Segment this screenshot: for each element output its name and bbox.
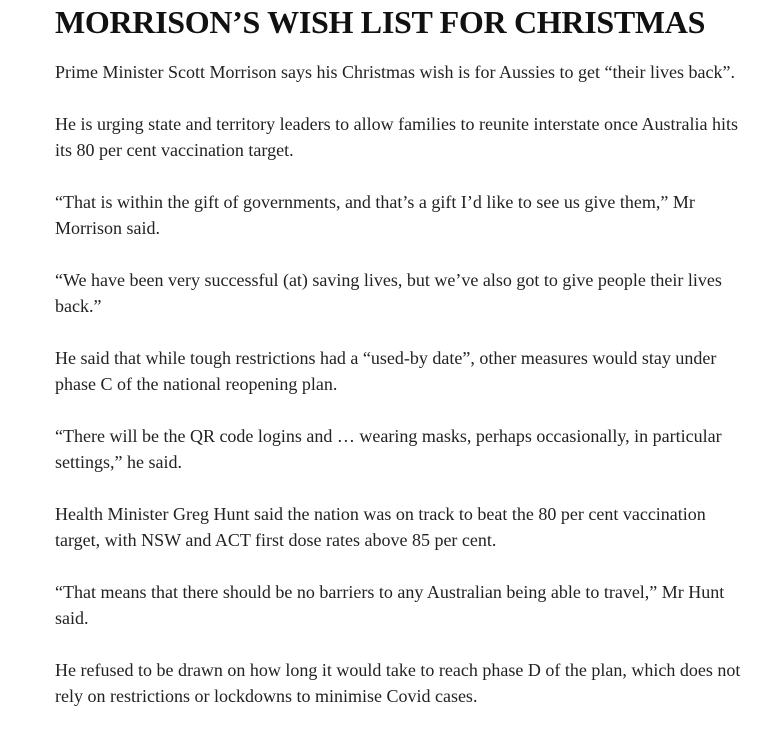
- article-body: [55, 59, 755, 709]
- article-paragraph: “That is within the gift of governments, and that’s a gift I’d like to see us give them,” Mr Morrison said.: [55, 192, 695, 238]
- article-paragraph: Prime Minister Scott Morrison says his Christmas wish is for Aussies to get “their lives back”.: [55, 62, 735, 82]
- article-paragraph: He refused to be drawn on how long it would take to reach phase D of the plan, which does not rely on restrictions or lockdowns to minimise Covid cases.: [55, 660, 741, 706]
- article-paragraph: “There will be the QR code logins and … wearing masks, perhaps occasionally, in particular settings,” he said.: [55, 426, 722, 472]
- article-paragraph: “That means that there should be no barriers to any Australian being able to travel,” Mr Hunt said.: [55, 582, 725, 628]
- article-paragraph: He is urging state and territory leaders to allow families to reunite interstate once Australia hits its 80 per cent vaccination target.: [55, 114, 738, 160]
- article-paragraph: Health Minister Greg Hunt said the nation was on track to beat the 80 per cent vaccination target, with NSW and ACT first dose rates above 85 per cent.: [55, 504, 706, 550]
- article-headline: MORRISON’S WISH LIST FOR CHRISTMAS: [55, 4, 706, 40]
- article-paragraph: He said that while tough restrictions had a “used-by date”, other measures would stay under phase C of the national reopening plan.: [55, 348, 717, 394]
- article-paragraph: “We have been very successful (at) saving lives, but we’ve also got to give people their lives back.”: [55, 270, 722, 316]
- article: [55, 0, 755, 735]
